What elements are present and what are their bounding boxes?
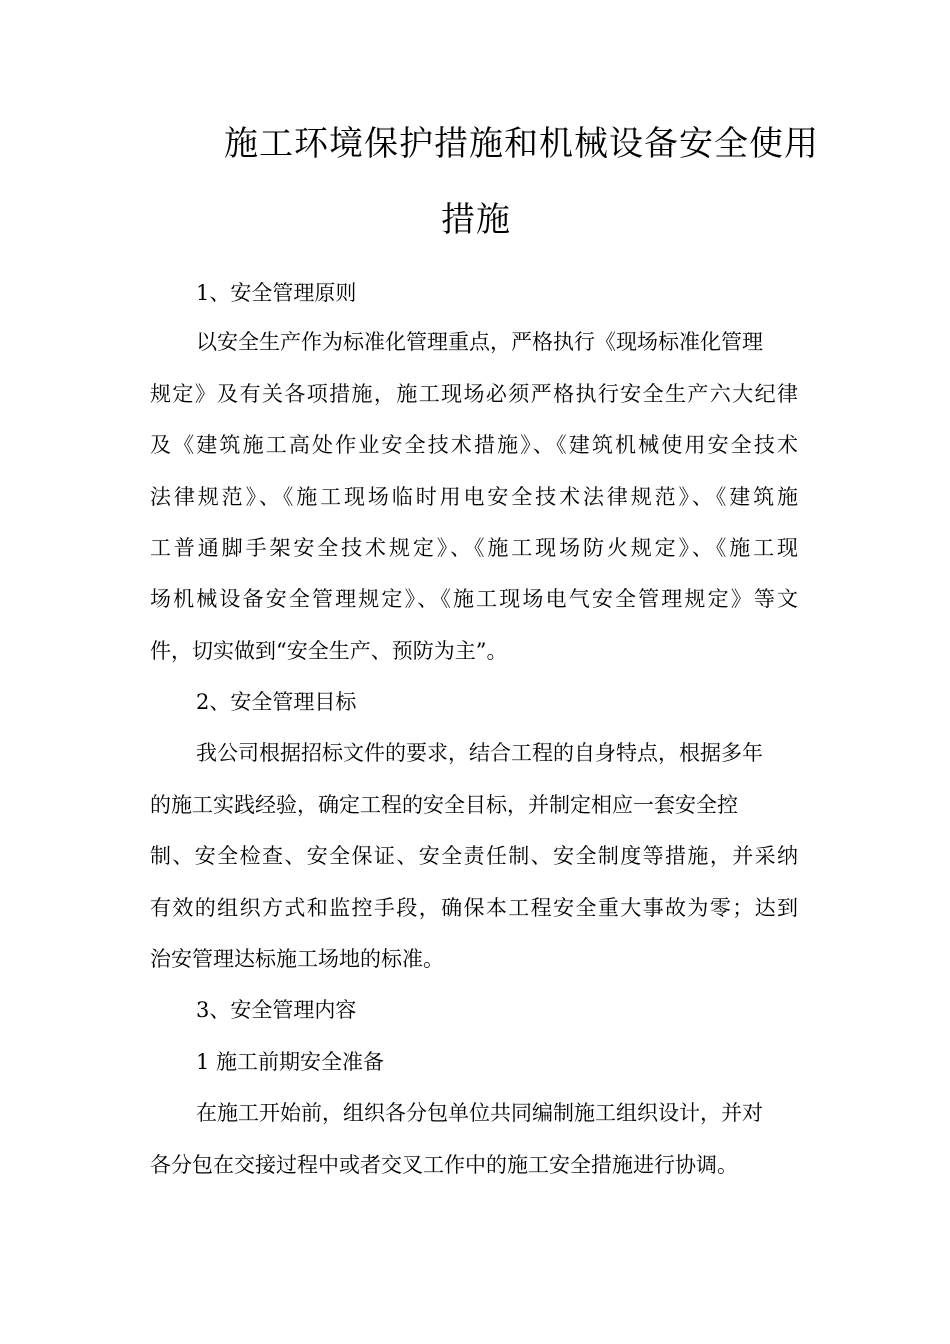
paragraph-line: 场机械设备安全管理规定》、《施工现场电气安全管理规定》等文 [150,587,798,611]
section-heading-1: 1、安全管理原则 [196,281,357,305]
paragraph-line: 的施工实践经验，确定工程的安全目标，并制定相应一套安全控 [150,793,738,817]
paragraph-line: 规定》及有关各项措施，施工现场必须严格执行安全生产六大纪律 [150,382,798,406]
paragraph-line: 我公司根据招标文件的要求，结合工程的自身特点，根据多年 [196,741,763,765]
subsection-heading: 1 施工前期安全准备 [196,1050,385,1074]
paragraph-line: 各分包在交接过程中或者交叉工作中的施工安全措施进行协调。 [150,1153,738,1177]
paragraph-line: 以安全生产作为标准化管理重点，严格执行《现场标准化管理 [196,330,763,354]
paragraph-line: 及《建筑施工高处作业安全技术措施》、《建筑机械使用安全技术 [150,433,798,457]
document-title-line-2: 措施 [441,200,511,240]
section-heading-3: 3、安全管理内容 [196,998,357,1022]
paragraph-line: 有效的组织方式和监控手段，确保本工程安全重大事故为零；达到 [150,896,798,920]
paragraph-line: 工普通脚手架安全技术规定》、《施工现场防火规定》、《施工现 [150,536,798,560]
paragraph-line: 在施工开始前，组织各分包单位共同编制施工组织设计，并对 [196,1101,763,1125]
paragraph-line: 制、安全检查、安全保证、安全责任制、安全制度等措施，并采纳 [150,844,798,868]
paragraph-line: 法律规范》、《施工现场临时用电安全技术法律规范》、《建筑施 [150,485,798,509]
paragraph-line: 治安管理达标施工场地的标准。 [150,947,444,971]
paragraph-line: 件，切实做到“安全生产、预防为主”。 [150,639,508,663]
document-title-line-1: 施工环境保护措施和机械设备安全使用 [224,124,819,164]
section-heading-2: 2、安全管理目标 [196,690,357,714]
